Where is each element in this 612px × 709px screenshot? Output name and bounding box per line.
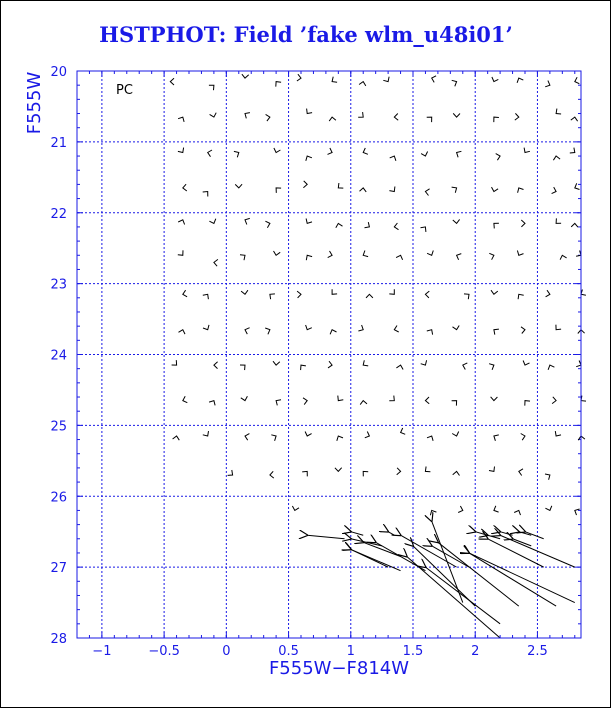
- vector-marker: [523, 361, 529, 366]
- vector-marker: [546, 290, 550, 297]
- vector-marker: [432, 76, 436, 83]
- y-tick-label: 27: [50, 561, 67, 577]
- vector-marker: [519, 469, 523, 476]
- vector-marker: [178, 250, 183, 255]
- vector-marker: [453, 471, 460, 475]
- vector-marker: [581, 396, 586, 402]
- vector-marker: [575, 509, 580, 515]
- vector-marker: [494, 117, 499, 122]
- vector-marker: [489, 253, 494, 259]
- vector-arrow: [351, 539, 382, 546]
- vector-marker: [396, 255, 403, 259]
- y-tick-label: 20: [50, 65, 67, 80]
- vector-marker: [518, 188, 524, 193]
- vector-marker: [303, 181, 307, 188]
- vector-marker: [575, 77, 580, 84]
- y-tick-label: 21: [50, 135, 67, 151]
- vector-marker: [178, 148, 184, 153]
- vector-marker: [427, 117, 432, 122]
- vector-marker: [240, 255, 245, 261]
- vector-marker: [245, 113, 250, 119]
- vector-marker: [336, 223, 343, 227]
- vector-marker: [576, 251, 581, 257]
- vector-marker: [553, 156, 560, 160]
- vector-marker: [578, 436, 585, 440]
- vector-marker: [297, 74, 301, 81]
- vector-marker: [274, 148, 281, 153]
- vector-arrow: [469, 553, 556, 606]
- vector-marker: [337, 436, 343, 441]
- vector-marker: [365, 222, 370, 228]
- x-axis-title: F555W−F814W: [268, 658, 410, 679]
- vector-marker: [266, 114, 270, 121]
- vector-marker: [464, 294, 469, 299]
- x-tick-label: 1: [346, 644, 355, 659]
- vector-marker: [524, 148, 530, 153]
- vector-marker: [545, 474, 550, 480]
- vector-marker: [517, 78, 523, 83]
- vector-marker: [276, 400, 281, 406]
- vector-marker: [358, 325, 363, 331]
- vector-marker: [514, 510, 520, 515]
- vector-marker: [241, 290, 248, 294]
- vector-marker: [463, 363, 468, 370]
- x-tick-label: 0.5: [278, 644, 299, 659]
- vector-arrow: [525, 532, 544, 539]
- vector-arrow: [401, 535, 457, 567]
- vector-marker: [458, 506, 463, 513]
- vector-marker: [338, 183, 343, 188]
- chart-title: HSTPHOT: Field ’fake wlm_u48i01’: [99, 22, 513, 47]
- vector-marker: [358, 112, 363, 117]
- vector-marker: [234, 151, 239, 157]
- vector-marker: [521, 434, 525, 441]
- vector-marker: [491, 397, 498, 401]
- vector-marker: [270, 294, 275, 299]
- vector-marker: [494, 223, 499, 228]
- vector-marker: [366, 294, 373, 298]
- vector-marker: [394, 326, 398, 333]
- vector-marker: [183, 396, 188, 403]
- vector-marker: [274, 251, 281, 255]
- x-tick-label: 0: [222, 644, 231, 659]
- vector-marker: [496, 154, 500, 161]
- vector-marker: [328, 251, 332, 258]
- vector-marker: [430, 510, 436, 515]
- vector-marker: [245, 218, 250, 224]
- vector-marker: [515, 113, 519, 120]
- vector-marker: [303, 398, 307, 405]
- vector-marker: [183, 290, 187, 297]
- vector-marker: [556, 109, 561, 114]
- vector-marker: [214, 259, 218, 266]
- vector-marker: [453, 219, 460, 223]
- vector-marker: [245, 328, 250, 334]
- vector-marker: [571, 117, 578, 121]
- y-tick-label: 23: [50, 277, 67, 293]
- vector-marker: [241, 396, 248, 400]
- vector-marker: [452, 401, 457, 406]
- vector-arrow: [363, 542, 400, 556]
- vector-marker: [328, 361, 332, 368]
- x-tick-label: −1: [92, 644, 112, 659]
- vector-marker: [394, 114, 398, 121]
- vector-arrow: [475, 532, 487, 536]
- vector-arrow: [388, 532, 394, 536]
- vector-marker: [389, 396, 394, 401]
- vector-marker: [453, 326, 460, 330]
- vector-marker: [360, 188, 367, 192]
- vector-marker: [517, 251, 523, 256]
- vector-marker: [363, 251, 368, 257]
- vector-arrow: [438, 542, 519, 606]
- vector-marker: [427, 330, 433, 335]
- vector-marker: [270, 471, 274, 478]
- vector-marker: [179, 330, 186, 334]
- vector-marker: [397, 468, 401, 475]
- vector-marker: [203, 192, 208, 197]
- vector-marker: [209, 401, 215, 406]
- vector-marker: [203, 431, 209, 436]
- y-axis-title: F555W: [24, 71, 45, 135]
- vector-marker: [271, 435, 276, 441]
- vector-marker: [203, 294, 209, 299]
- vector-marker: [552, 187, 557, 194]
- vector-marker: [576, 361, 581, 367]
- vector-marker: [328, 148, 333, 154]
- vector-marker: [173, 436, 180, 440]
- y-tick-label: 24: [50, 348, 67, 364]
- vector-marker: [425, 467, 430, 472]
- y-tick-label: 28: [50, 632, 67, 647]
- vector-marker: [491, 290, 498, 294]
- vector-marker: [332, 289, 337, 294]
- vector-marker: [427, 436, 433, 441]
- vector-marker: [276, 188, 281, 193]
- vector-marker: [427, 251, 433, 256]
- vector-marker: [178, 220, 184, 225]
- axis-ticks: [50, 65, 581, 659]
- vector-marker: [521, 327, 525, 334]
- vector-marker: [306, 325, 312, 330]
- vector-marker: [178, 117, 184, 122]
- vector-marker: [453, 113, 460, 117]
- vector-marker: [245, 434, 249, 441]
- vector-marker: [452, 80, 457, 86]
- vector-marker: [555, 431, 561, 436]
- vector-marker: [494, 329, 499, 335]
- vector-marker: [383, 77, 389, 82]
- vector-marker: [297, 291, 301, 298]
- vector-marker: [273, 361, 280, 365]
- vector-marker: [359, 82, 366, 86]
- vector-marker: [365, 432, 370, 438]
- x-tick-label: 1.5: [402, 644, 424, 659]
- vector-marker: [545, 81, 550, 87]
- vector-marker: [560, 255, 567, 259]
- vector-arrow: [351, 549, 388, 567]
- vector-marker: [494, 506, 499, 512]
- vector-marker: [552, 397, 556, 404]
- vector-marker: [307, 109, 313, 114]
- vector-marker: [265, 328, 270, 334]
- vector-marker: [394, 223, 398, 230]
- vector-marker: [306, 156, 312, 161]
- vector-marker: [570, 148, 575, 153]
- vector-marker: [489, 364, 494, 370]
- vector-marker: [452, 432, 459, 437]
- vector-marker: [242, 74, 249, 78]
- y-tick-label: 26: [50, 490, 67, 506]
- vector-arrow: [500, 532, 512, 536]
- vector-marker: [425, 397, 429, 404]
- vector-marker: [172, 360, 177, 365]
- vector-marker: [489, 467, 495, 472]
- vector-arrow: [488, 535, 500, 539]
- vector-marker: [170, 78, 174, 85]
- vector-marker: [306, 255, 312, 260]
- vector-marker: [214, 362, 218, 369]
- vector-marker: [330, 330, 336, 335]
- vector-marker: [571, 223, 578, 227]
- vector-marker: [556, 325, 561, 330]
- vector-arrow: [407, 556, 500, 638]
- x-tick-label: −0.5: [148, 644, 180, 659]
- vector-marker: [492, 187, 499, 191]
- vector-marker: [401, 428, 406, 434]
- vector-arrows: [307, 521, 575, 638]
- vector-marker: [228, 470, 233, 475]
- vector-marker: [240, 365, 245, 370]
- vector-marker: [183, 184, 187, 191]
- vector-marker: [421, 360, 427, 365]
- vector-marker: [363, 360, 368, 366]
- vector-marker: [581, 290, 586, 296]
- vector-marker: [338, 396, 344, 401]
- vector-arrow: [307, 535, 344, 539]
- x-tick-label: 2.5: [527, 644, 548, 659]
- vector-marker: [457, 151, 462, 157]
- vector-marker: [332, 77, 337, 83]
- y-tick-label: 22: [50, 206, 67, 222]
- vector-marker: [363, 471, 368, 476]
- vector-marker: [396, 365, 403, 369]
- vector-marker: [390, 156, 396, 161]
- vector-marker: [518, 294, 524, 299]
- vector-marker: [301, 365, 306, 370]
- vector-marker: [360, 401, 367, 405]
- vector-marker: [209, 219, 215, 224]
- vector-arrow: [425, 567, 500, 624]
- vector-marker: [389, 289, 394, 294]
- vector-marker: [203, 325, 209, 330]
- vector-marker: [452, 187, 457, 193]
- vector-marker: [363, 148, 368, 154]
- vector-marker: [265, 221, 270, 228]
- vector-marker: [525, 401, 530, 406]
- vector-marker: [302, 471, 307, 476]
- vector-marker: [425, 189, 429, 196]
- vector-marker: [276, 82, 281, 87]
- vector-marker: [235, 184, 242, 188]
- vector-marker: [421, 152, 428, 157]
- y-tick-label: 25: [50, 419, 67, 435]
- vector-markers: [170, 74, 586, 515]
- vector-marker: [421, 227, 426, 232]
- vector-marker: [545, 506, 551, 511]
- vector-marker: [556, 218, 561, 223]
- vector-arrow: [488, 539, 544, 567]
- vector-marker: [425, 291, 429, 298]
- vector-marker: [209, 85, 214, 90]
- x-tick-label: 2: [471, 644, 480, 659]
- vector-marker: [329, 117, 336, 121]
- vector-marker: [306, 219, 312, 224]
- vector-marker: [492, 77, 498, 82]
- vector-marker: [494, 435, 499, 441]
- vector-arrow: [351, 532, 363, 536]
- chip-label: PC: [116, 83, 133, 98]
- vector-marker: [305, 432, 312, 437]
- vector-marker: [210, 113, 217, 117]
- vector-marker: [335, 468, 342, 472]
- grid: [77, 71, 581, 638]
- vector-marker: [548, 365, 554, 370]
- vector-marker: [208, 150, 212, 157]
- vector-marker: [292, 506, 299, 510]
- vector-marker: [521, 220, 525, 227]
- vector-marker: [457, 254, 462, 260]
- vector-marker: [389, 187, 395, 192]
